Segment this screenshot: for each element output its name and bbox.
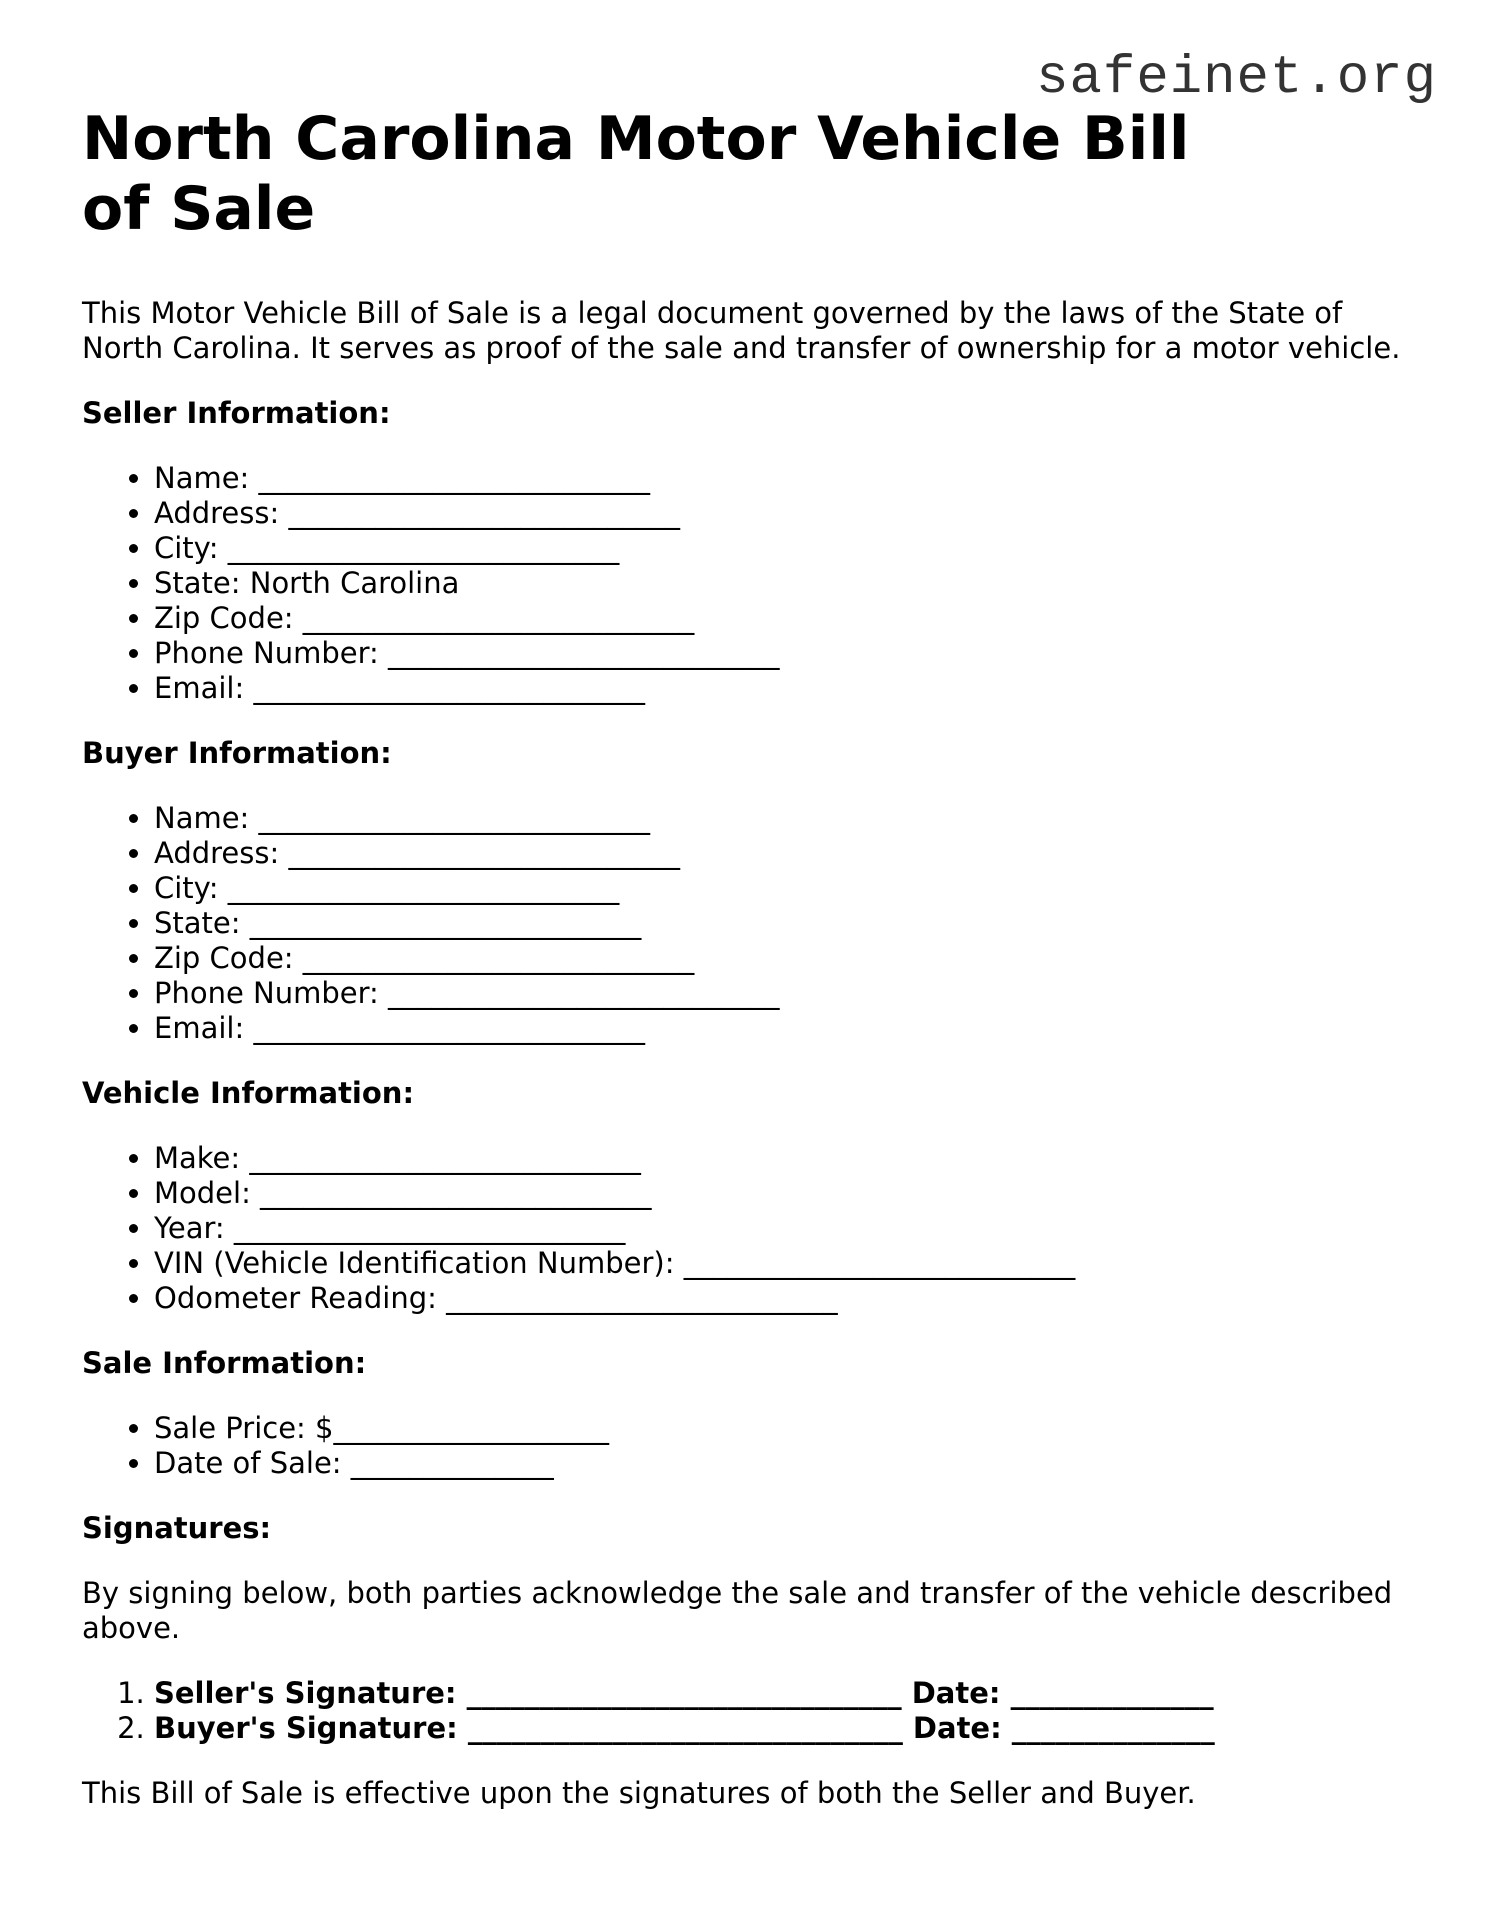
seller-email-item: • Email: ___________________________ — [154, 671, 1412, 706]
seller-state-item: • State: North Carolina — [154, 566, 1412, 601]
buyer-state-item: • State: ___________________________ — [154, 906, 1412, 941]
buyer-signature-item — [154, 1711, 1412, 1746]
buyer-city-item: • City: ___________________________ — [154, 871, 1412, 906]
vehicle-heading: Vehicle Information: — [82, 1076, 415, 1110]
vehicle-odometer-item: • Odometer Reading: ___________________________ — [154, 1281, 1412, 1316]
seller-phone-item: • Phone Number: ___________________________ — [154, 636, 1412, 671]
sale-date-item: • Date of Sale: ______________ — [154, 1446, 1412, 1481]
seller-city-item: • City: ___________________________ — [154, 531, 1412, 566]
buyer-name-item: • Name: ___________________________ — [154, 801, 1412, 836]
seller-heading: Seller Information: — [82, 396, 391, 430]
seller-list — [82, 461, 1412, 706]
buyer-phone-item: • Phone Number: ___________________________ — [154, 976, 1412, 1011]
seller-zip-item: • Zip Code: ___________________________ — [154, 601, 1412, 636]
buyer-signature-text: Buyer's Signature: ______________________________ Date: ______________ — [154, 1711, 1215, 1745]
sale-list — [82, 1411, 1412, 1481]
footer-paragraph: This Bill of Sale is effective upon the signatures of both the Seller and Buyer. — [82, 1776, 1196, 1810]
watermark: safeinet.org — [1036, 48, 1437, 109]
signatures-list — [82, 1676, 1412, 1746]
vehicle-model-item: • Model: ___________________________ — [154, 1176, 1412, 1211]
vehicle-vin-item: • VIN (Vehicle Identification Number): ___________________________ — [154, 1246, 1412, 1281]
vehicle-year-item: • Year: ___________________________ — [154, 1211, 1412, 1246]
buyer-list — [82, 801, 1412, 1046]
buyer-zip-item: • Zip Code: ___________________________ — [154, 941, 1412, 976]
buyer-heading: Buyer Information: — [82, 736, 392, 770]
document-page — [82, 104, 1412, 1841]
signatures-heading: Signatures: — [82, 1511, 272, 1545]
vehicle-list — [82, 1141, 1412, 1316]
sale-heading: Sale Information: — [82, 1346, 367, 1380]
seller-signature-text: Seller's Signature: ______________________________ Date: ______________ — [154, 1676, 1214, 1710]
intro-paragraph: This Motor Vehicle Bill of Sale is a legal document governed by the laws of the State of North Carolina. It serves as proof of the sale and transfer of ownership for a motor vehicle. — [82, 296, 1401, 365]
buyer-address-item: • Address: ___________________________ — [154, 836, 1412, 871]
seller-signature-item — [154, 1676, 1412, 1711]
signatures-paragraph: By signing below, both parties acknowledge the sale and transfer of the vehicle described above. — [82, 1576, 1393, 1645]
buyer-email-item: • Email: ___________________________ — [154, 1011, 1412, 1046]
seller-name-item: • Name: ___________________________ — [154, 461, 1412, 496]
seller-address-item: • Address: ___________________________ — [154, 496, 1412, 531]
vehicle-make-item: • Make: ___________________________ — [154, 1141, 1412, 1176]
sale-price-item: • Sale Price: $___________________ — [154, 1411, 1412, 1446]
document-title: North Carolina Motor Vehicle Bill of Sale — [82, 104, 1190, 244]
